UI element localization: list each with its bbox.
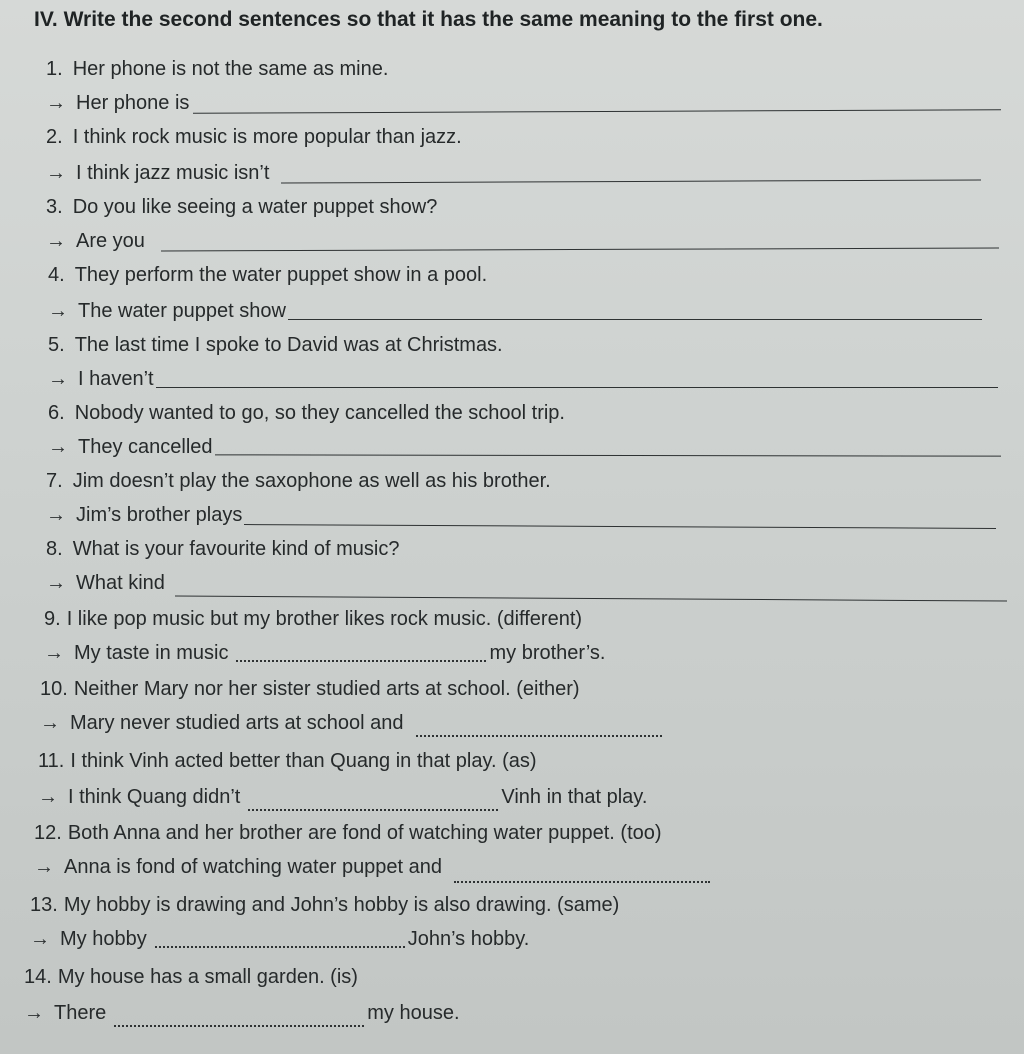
question-10	[40, 678, 580, 701]
arrow-icon: →	[38, 786, 58, 808]
question-14	[24, 966, 358, 989]
answer-blank[interactable]	[454, 880, 710, 883]
arrow-icon: →	[46, 572, 66, 594]
answer-prefix: Anna is fond of watching water puppet and	[64, 856, 443, 878]
question-number: 8.	[46, 538, 63, 560]
question-number: 6.	[48, 402, 65, 424]
question-text: Nobody wanted to go, so they cancelled the school trip.	[74, 402, 565, 424]
question-number: 7.	[46, 470, 63, 492]
answer-prefix: What kind	[76, 572, 165, 594]
answer-4	[48, 300, 982, 323]
question-number: 12.	[34, 822, 62, 844]
answer-10	[40, 712, 665, 735]
answer-prefix: I think Quang didn’t	[68, 786, 241, 808]
arrow-icon: →	[40, 712, 60, 734]
arrow-icon: →	[46, 504, 66, 526]
arrow-icon: →	[48, 368, 68, 390]
question-9	[44, 608, 582, 631]
question-12	[34, 822, 662, 845]
answer-9	[44, 642, 605, 665]
answer-suffix: John’s hobby.	[407, 928, 530, 950]
answer-blank[interactable]	[215, 453, 1001, 456]
question-text: The last time I spoke to David was at Christmas.	[74, 334, 503, 356]
question-text: Do you like seeing a water puppet show?	[72, 196, 438, 218]
arrow-icon: →	[46, 230, 66, 252]
answer-12	[34, 856, 713, 879]
question-5	[48, 334, 503, 357]
answer-suffix: my brother’s.	[489, 642, 606, 664]
question-text: Both Anna and her brother are fond of watching water puppet. (too)	[67, 822, 662, 844]
answer-8	[46, 572, 1007, 595]
answer-prefix: The water puppet show	[78, 300, 286, 322]
answer-blank[interactable]	[193, 108, 1001, 114]
question-text: Jim doesn’t play the saxophone as well as his brother.	[72, 470, 551, 492]
answer-prefix: Jim’s brother plays	[76, 504, 243, 526]
arrow-icon: →	[30, 928, 50, 950]
question-text: I like pop music but my brother likes rock music. (different)	[66, 608, 583, 630]
answer-5	[48, 368, 998, 391]
answer-prefix: My hobby	[60, 928, 147, 950]
arrow-icon: →	[44, 642, 64, 664]
answer-blank[interactable]	[175, 594, 1007, 601]
answer-blank[interactable]	[416, 734, 662, 737]
question-text: I think Vinh acted better than Quang in that play. (as)	[70, 750, 537, 772]
arrow-icon: →	[24, 1002, 44, 1024]
answer-blank[interactable]	[155, 945, 405, 948]
question-13	[30, 894, 619, 917]
answer-blank[interactable]	[248, 808, 498, 811]
question-number: 2.	[46, 126, 63, 148]
answer-suffix: my house.	[367, 1002, 460, 1024]
question-text: I think rock music is more popular than jazz.	[72, 126, 462, 148]
question-number: 14.	[24, 966, 52, 988]
question-number: 9.	[44, 608, 61, 630]
question-7	[46, 470, 551, 493]
answer-6	[48, 436, 1001, 459]
question-number: 4.	[48, 264, 65, 286]
question-2	[46, 126, 462, 149]
answer-prefix: My taste in music	[74, 642, 229, 664]
section-heading: IV. Write the second sentences so that it has the same meaning to the first one.	[34, 8, 823, 31]
question-8	[46, 538, 399, 561]
question-number: 11.	[38, 750, 65, 772]
arrow-icon: →	[34, 856, 54, 878]
answer-3	[46, 230, 999, 253]
question-text: Her phone is not the same as mine.	[72, 58, 389, 80]
answer-blank[interactable]	[281, 178, 981, 183]
answer-prefix: Mary never studied arts at school and	[70, 712, 404, 734]
answer-1	[46, 92, 1001, 115]
question-number: 3.	[46, 196, 63, 218]
answer-2	[46, 162, 981, 185]
answer-prefix: They cancelled	[78, 436, 213, 458]
question-text: My house has a small garden. (is)	[57, 966, 358, 988]
question-number: 13.	[30, 894, 58, 916]
answer-prefix: I haven’t	[78, 368, 154, 390]
answer-suffix: Vinh in that play.	[501, 786, 648, 808]
answer-11	[38, 786, 647, 809]
question-text: What is your favourite kind of music?	[72, 538, 400, 560]
question-1	[46, 58, 388, 81]
question-text: Neither Mary nor her sister studied arts at school. (either)	[73, 678, 580, 700]
question-11	[38, 750, 537, 773]
question-number: 5.	[48, 334, 65, 356]
question-text: My hobby is drawing and John’s hobby is also drawing. (same)	[63, 894, 620, 916]
answer-blank[interactable]	[236, 659, 486, 662]
answer-prefix: Are you	[76, 230, 145, 252]
answer-blank[interactable]	[161, 247, 999, 252]
answer-7	[46, 504, 996, 527]
answer-13	[30, 928, 529, 951]
answer-blank[interactable]	[244, 523, 996, 529]
answer-prefix: I think jazz music isn’t	[76, 162, 270, 184]
arrow-icon: →	[46, 92, 66, 114]
question-number: 10.	[40, 678, 68, 700]
answer-prefix: Her phone is	[76, 92, 190, 114]
question-text: They perform the water puppet show in a pool.	[74, 264, 488, 286]
answer-blank[interactable]	[288, 318, 982, 320]
answer-blank[interactable]	[156, 386, 998, 388]
question-4	[48, 264, 487, 287]
question-6	[48, 402, 565, 425]
answer-blank[interactable]	[114, 1024, 364, 1027]
answer-14	[24, 1002, 460, 1025]
arrow-icon: →	[48, 300, 68, 322]
arrow-icon: →	[46, 162, 66, 184]
question-3	[46, 196, 437, 219]
arrow-icon: →	[48, 436, 68, 458]
answer-prefix: There	[54, 1002, 107, 1024]
question-number: 1.	[46, 58, 63, 80]
